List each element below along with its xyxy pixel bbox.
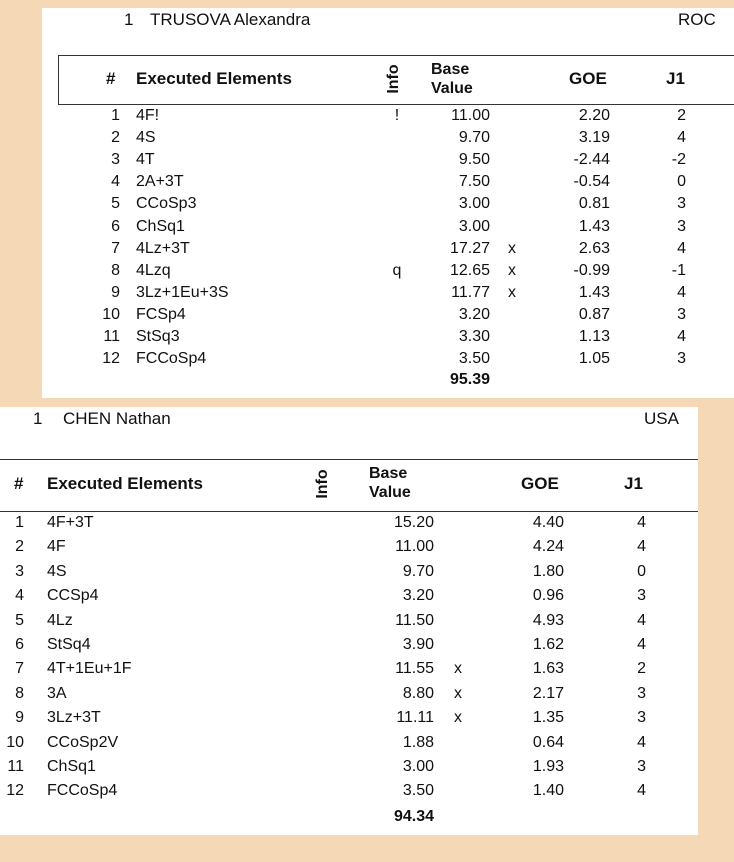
element-number: 9 (15, 709, 24, 727)
element-number: 5 (15, 611, 24, 629)
element-goe: 0.64 (532, 733, 564, 751)
element-number: 5 (111, 195, 120, 213)
element-code: 2A+3T (136, 173, 184, 191)
element-j1: 3 (637, 709, 646, 727)
element-j1: 4 (677, 328, 686, 345)
element-number: 12 (6, 782, 24, 800)
element-goe: 0.87 (578, 305, 610, 323)
element-base-value: 3.30 (458, 328, 490, 345)
element-code: 4F+3T (47, 514, 94, 531)
element-number: 2 (15, 538, 24, 556)
element-goe: 0.96 (532, 587, 564, 605)
table-row (42, 216, 734, 238)
table-row (0, 780, 698, 802)
element-j1: 2 (637, 660, 646, 678)
table-row (42, 304, 734, 326)
header-num: # (106, 69, 116, 88)
header-j1: J1 (624, 474, 643, 493)
element-bonus-mark: x (454, 684, 462, 702)
element-bonus-mark: x (454, 660, 462, 678)
element-goe: -0.54 (573, 173, 610, 191)
element-base-value: 11.11 (396, 709, 434, 727)
total-base-value: 94.34 (393, 808, 434, 825)
element-number: 6 (111, 217, 120, 235)
table-row (0, 610, 698, 632)
element-number: 4 (15, 587, 24, 605)
element-number: 2 (111, 129, 120, 147)
element-code: 4F! (136, 107, 160, 124)
table-row (0, 658, 698, 680)
skater-nation: USA (644, 409, 679, 428)
element-j1: -1 (671, 261, 686, 279)
header-base-line2: Value (431, 80, 473, 97)
element-code: 4Lz+3T (136, 239, 190, 257)
element-code: StSq3 (136, 328, 180, 345)
table-row (0, 561, 698, 583)
element-goe: 1.43 (578, 283, 610, 301)
element-code: 3Lz+1Eu+3S (136, 283, 229, 301)
element-goe: 4.93 (532, 611, 564, 629)
elements-table-body (0, 512, 698, 812)
element-base-value: 9.70 (402, 562, 434, 580)
element-code: CCSp4 (47, 587, 99, 605)
element-code: 4S (47, 562, 67, 580)
header-base-value (431, 60, 473, 98)
element-number: 11 (7, 758, 24, 775)
score-sheet-trusova (42, 8, 734, 398)
element-goe: 2.20 (578, 107, 610, 124)
element-base-value: 9.70 (458, 129, 490, 147)
table-row (42, 193, 734, 215)
element-base-value: 8.80 (402, 684, 434, 702)
element-base-value: 3.00 (458, 195, 490, 213)
header-goe: GOE (569, 69, 607, 88)
element-goe: -2.44 (573, 151, 610, 169)
element-j1: 3 (637, 758, 646, 775)
element-goe: 1.13 (578, 328, 610, 345)
element-j1: 4 (677, 283, 686, 301)
element-number: 9 (111, 283, 120, 301)
element-j1: 4 (637, 782, 646, 800)
table-row (0, 512, 698, 534)
skater-name: TRUSOVA Alexandra (150, 10, 311, 29)
element-j1: 4 (637, 514, 646, 531)
table-row (42, 260, 734, 282)
total-base-value: 95.39 (449, 371, 490, 388)
element-code: 4T (136, 151, 155, 169)
element-code: 3Lz+3T (47, 709, 101, 727)
element-number: 8 (15, 684, 24, 702)
element-bonus-mark: x (454, 709, 462, 727)
skater-rank: 1 (124, 10, 134, 29)
element-number: 7 (15, 660, 24, 678)
element-number: 10 (6, 733, 24, 751)
element-j1: 3 (637, 587, 646, 605)
table-row (42, 326, 734, 348)
element-code: 4T+1Eu+1F (47, 660, 132, 678)
table-row (42, 238, 734, 260)
element-j1: 4 (637, 636, 646, 653)
table-row (0, 683, 698, 705)
table-row (42, 348, 734, 370)
element-goe: 1.80 (532, 562, 564, 580)
header-executed-elements: Executed Elements (136, 69, 292, 88)
table-row (42, 105, 734, 127)
element-base-value: 17.27 (449, 239, 490, 257)
header-executed-elements: Executed Elements (47, 474, 203, 493)
element-code: 4F (47, 538, 66, 556)
element-goe: 1.35 (532, 709, 564, 727)
element-goe: 1.43 (578, 217, 610, 235)
element-base-value: 1.88 (402, 733, 434, 751)
element-j1: 0 (637, 562, 646, 580)
element-number: 3 (15, 562, 24, 580)
element-number: 12 (102, 350, 120, 368)
element-base-value: 15.20 (393, 514, 434, 531)
element-info: ! (394, 107, 400, 124)
element-goe: 1.05 (578, 350, 610, 368)
skater-name: CHEN Nathan (63, 409, 171, 428)
element-base-value: 11.77 (451, 283, 490, 301)
element-code: 4Lz (47, 611, 73, 629)
element-base-value: 3.20 (402, 587, 434, 605)
element-j1: 3 (637, 684, 646, 702)
element-j1: 0 (677, 173, 686, 191)
element-number: 11 (103, 328, 120, 345)
element-goe: 1.93 (532, 758, 564, 775)
table-row (42, 171, 734, 193)
table-row (0, 707, 698, 729)
element-base-value: 11.00 (395, 538, 434, 556)
element-goe: 1.63 (532, 660, 564, 678)
header-left-rule (58, 55, 59, 105)
element-bonus-mark: x (508, 261, 516, 279)
element-j1: -2 (671, 151, 686, 169)
table-row (0, 585, 698, 607)
header-base-line1: Base (431, 61, 470, 78)
element-goe: 2.17 (532, 684, 564, 702)
element-number: 1 (111, 107, 120, 124)
elements-table-body (42, 105, 734, 375)
header-goe: GOE (521, 474, 559, 493)
header-j1: J1 (666, 69, 685, 88)
header-base-value (369, 464, 411, 502)
element-j1: 4 (637, 733, 646, 751)
element-j1: 4 (677, 239, 686, 257)
header-num: # (14, 474, 24, 493)
element-code: FCCoSp4 (47, 782, 118, 800)
element-j1: 2 (677, 107, 686, 124)
element-number: 4 (111, 173, 120, 191)
element-number: 6 (15, 636, 24, 653)
element-code: StSq4 (47, 636, 91, 653)
element-base-value: 11.55 (395, 660, 434, 678)
element-code: ChSq1 (47, 758, 96, 775)
element-base-value: 7.50 (458, 173, 490, 191)
table-row (42, 282, 734, 304)
element-goe: 1.62 (532, 636, 564, 653)
element-base-value: 3.00 (458, 217, 490, 235)
element-goe: 4.24 (532, 538, 564, 556)
element-goe: 4.40 (532, 514, 564, 531)
header-top-rule (0, 459, 698, 460)
skater-nation: ROC (678, 10, 716, 29)
header-info: Info (314, 469, 331, 499)
table-row (42, 127, 734, 149)
element-code: CCoSp3 (136, 195, 197, 213)
table-row (0, 732, 698, 754)
element-j1: 4 (637, 538, 646, 556)
element-number: 7 (111, 239, 120, 257)
element-number: 1 (15, 514, 24, 531)
element-code: FCCoSp4 (136, 350, 207, 368)
element-number: 10 (102, 305, 120, 323)
element-j1: 4 (677, 129, 686, 147)
element-base-value: 9.50 (458, 151, 490, 169)
table-row (0, 536, 698, 558)
element-j1: 4 (637, 611, 646, 629)
element-code: CCoSp2V (47, 733, 119, 751)
element-base-value: 3.00 (402, 758, 434, 775)
element-base-value: 3.90 (402, 636, 434, 653)
element-goe: 3.19 (578, 129, 610, 147)
element-base-value: 3.50 (402, 782, 434, 800)
element-bonus-mark: x (508, 239, 516, 257)
element-goe: 2.63 (578, 239, 610, 257)
element-code: 4S (136, 129, 156, 147)
element-base-value: 3.50 (458, 350, 490, 368)
element-code: 4Lzq (136, 261, 171, 279)
element-number: 3 (111, 151, 120, 169)
header-base-line2: Value (369, 484, 411, 501)
table-row (42, 149, 734, 171)
element-code: 3A (47, 684, 67, 702)
element-code: FCSp4 (136, 305, 186, 323)
header-top-rule (58, 55, 734, 56)
element-j1: 3 (677, 305, 686, 323)
table-row (0, 634, 698, 656)
element-goe: 0.81 (578, 195, 610, 213)
element-j1: 3 (677, 350, 686, 368)
score-sheet-chen (0, 407, 698, 835)
element-goe: -0.99 (573, 261, 610, 279)
element-j1: 3 (677, 195, 686, 213)
element-base-value: 11.50 (395, 611, 434, 629)
element-j1: 3 (677, 217, 686, 235)
element-base-value: 11.00 (451, 107, 490, 124)
element-bonus-mark: x (508, 283, 516, 301)
table-row (0, 756, 698, 778)
element-number: 8 (111, 261, 120, 279)
element-base-value: 3.20 (458, 305, 490, 323)
element-goe: 1.40 (532, 782, 564, 800)
element-code: ChSq1 (136, 217, 185, 235)
element-info: q (392, 261, 402, 279)
element-base-value: 12.65 (449, 261, 490, 279)
skater-rank: 1 (33, 409, 43, 428)
header-info: Info (385, 64, 402, 94)
header-base-line1: Base (369, 465, 408, 482)
